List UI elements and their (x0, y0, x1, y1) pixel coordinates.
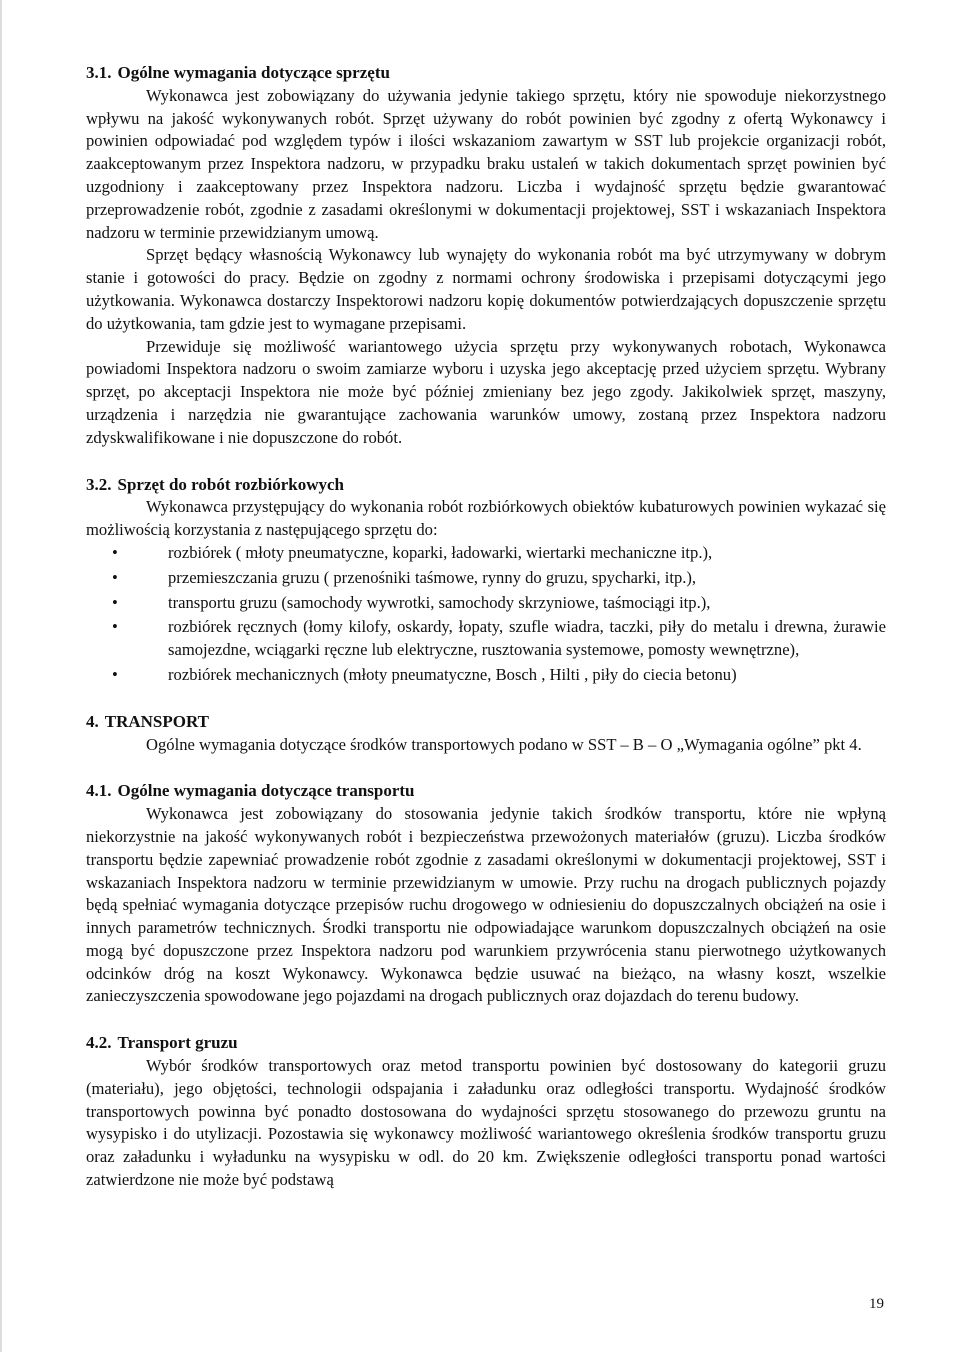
section-number: 3.2. (86, 474, 112, 494)
list-item (112, 664, 886, 687)
section-3-1 (86, 62, 886, 450)
bullet-icon: • (112, 567, 118, 587)
list-item-text: rozbiórek mechanicznych (młoty pneumatyczne, Bosch , Hilti , piły do ciecia betonu) (168, 664, 737, 684)
bullet-icon: • (112, 617, 118, 637)
section-heading (86, 711, 886, 734)
paragraph: Sprzęt będący własnością Wykonawcy lub wynajęty do wykonania robót ma być utrzymywany w dobrym stanie i gotowości do pracy. Będzie on zgodny z normami ochrony środowiska i przepisami dotyczącymi jego użytkowania. Wykonawca dostarczy Inspektorowi nadzoru kopię dokumentów potwierdzających dopuszczenie sprzętu do użytkowania, tam gdzie jest to wymagane przepisami. (86, 245, 886, 333)
list-item (112, 567, 886, 590)
page-number: 19 (869, 1296, 884, 1312)
paragraph: Przewiduje się możliwość wariantowego użycia sprzętu przy wykonywanych robotach, Wykonawca powiadomi Inspektora nadzoru o swoim zamiarze wyboru i uzyska jego akceptację przed użyciem sprzętu. Wybrany sprzęt, po akceptacji Inspektora nie może być później zmieniany bez jego zgody. Jakikolwiek sprzęt, maszyny, urządzenia i narzędzia nie gwarantujące zachowania warunków umowy, zostaną przez Inspektora nadzoru zdyskwalifikowane i nie dopuszczone do robót. (86, 336, 886, 447)
equipment-list (86, 542, 886, 687)
paragraph: Wykonawca przystępujący do wykonania robót rozbiórkowych obiektów kubaturowych powinien wykazać się możliwością korzystania z następującego sprzętu do: (86, 497, 886, 540)
section-number: 3.1. (86, 63, 112, 82)
section-heading (86, 474, 886, 497)
bullet-icon: • (112, 664, 118, 684)
list-item-text: rozbiórek ręcznych (łomy kilofy, oskardy, łopaty, szufle wiadra, taczki, piły do metalu i drewna, żurawie samojezdne, wciągarki ręczne lub elektryczne, rusztowania systemowe, pomosty wewnętrzne), (168, 617, 886, 660)
section-title: Transport gruzu (117, 1033, 238, 1053)
section-title: Ogólne wymagania dotyczące sprzętu (117, 63, 390, 82)
section-title: Ogólne wymagania dotyczące transportu (117, 781, 415, 801)
scan-edge (0, 0, 2, 1352)
list-item (112, 542, 886, 565)
section-3-2 (86, 474, 886, 687)
list-item (112, 592, 886, 615)
section-number: 4.2. (86, 1033, 112, 1053)
section-4 (86, 711, 886, 757)
section-title: TRANSPORT (104, 711, 209, 731)
bullet-icon: • (112, 542, 118, 562)
section-number: 4.1. (86, 781, 112, 801)
section-title: Sprzęt do robót rozbiórkowych (117, 474, 345, 494)
list-item-text: rozbiórek ( młoty pneumatyczne, koparki, ładowarki, wiertarki mechaniczne itp.), (168, 542, 713, 562)
section-heading (86, 1032, 886, 1055)
section-4-2 (86, 1032, 886, 1192)
section-number: 4. (86, 711, 99, 731)
bullet-icon: • (112, 592, 118, 612)
paragraph: Ogólne wymagania dotyczące środków transportowych podano w SST – B – O „Wymagania ogólne” pkt 4. (146, 734, 862, 754)
list-item-text: transportu gruzu (samochody wywrotki, samochody skrzyniowe, taśmociągi itp.), (168, 592, 711, 612)
list-item-text: przemieszczania gruzu ( przenośniki taśmowe, rynny do gruzu, spycharki, itp.), (168, 567, 697, 587)
section-heading (86, 62, 886, 85)
paragraph: Wybór środków transportowych oraz metod transportu powinien być dostosowany do kategorii gruzu (materiału), jego objętości, technologii odspajania i załadunku oraz odległości transportu. Wydajność środków transportowych powinna być ponadto dostosowana do wydajności sprzętu stosowanego do przewozu gruntu na wysypisko i do utylizacji. Pozostawia się wykonawcy możliwość wariantowego określenia środków transportu gruzu oraz załadunku i wyładunku na wysypisku w odl. do 20 km. Zwiększenie odległości transportu ponad wartości zatwierdzone nie może być podstawą (86, 1056, 886, 1190)
section-4-1 (86, 780, 886, 1008)
section-heading (86, 780, 886, 803)
paragraph: Wykonawca jest zobowiązany do stosowania jedynie takich środków transportu, które nie wpłyną niekorzystnie na jakość wykonywanych robót i bezpieczeństwa przewożonych materiałów (gruzu). Liczba środków transportu będzie zapewniać prowadzenie robót zgodnie z zasadami określonymi w dokumentacji projektowej, SST i wskazaniach Inspektora nadzoru w terminie przewidzianym w umowie. Przy ruchu na drogach publicznych pojazdy będą spełniać wymagania dotyczące przepisów ruchu drogowego w odniesieniu do dopuszczalnych obciążeń na osie i innych parametrów technicznych. Środki transportu nie odpowiadające warunkom dopuszczalnych obciążeń na osie mogą być dopuszczone przez Inspektora nadzoru pod warunkiem przywrócenia stanu pierwotnego użytkowanych odcinków dróg na koszt Wykonawcy. Wykonawca będzie usuwać na bieżąco, na własny koszt, wszelkie zanieczyszczenia spowodowane jego pojazdami na drogach publicznych oraz dojazdach do terenu budowy. (86, 804, 886, 1006)
paragraph: Wykonawca jest zobowiązany do używania jedynie takiego sprzętu, który nie spowoduje niekorzystnego wpływu na jakość wykonywanych robót. Sprzęt używany do robót powinien być zgodny z ofertą Wykonawcy i powinien odpowiadać pod względem typów i ilości wskazaniom zawartym w SST lub projekcie organizacji robót, zaakceptowanym przez Inspektora nadzoru, w przypadku braku ustaleń w takich dokumentach sprzęt powinien być uzgodniony i zaakceptowany przez Inspektora nadzoru. Liczba i wydajność sprzętu będzie gwarantować przeprowadzenie robót, zgodnie z zasadami określonymi w dokumentacji projektowej, SST i wskazaniach Inspektora nadzoru w terminie przewidzianym umową. (86, 85, 886, 242)
list-item (112, 616, 886, 662)
document-page (86, 62, 886, 1192)
